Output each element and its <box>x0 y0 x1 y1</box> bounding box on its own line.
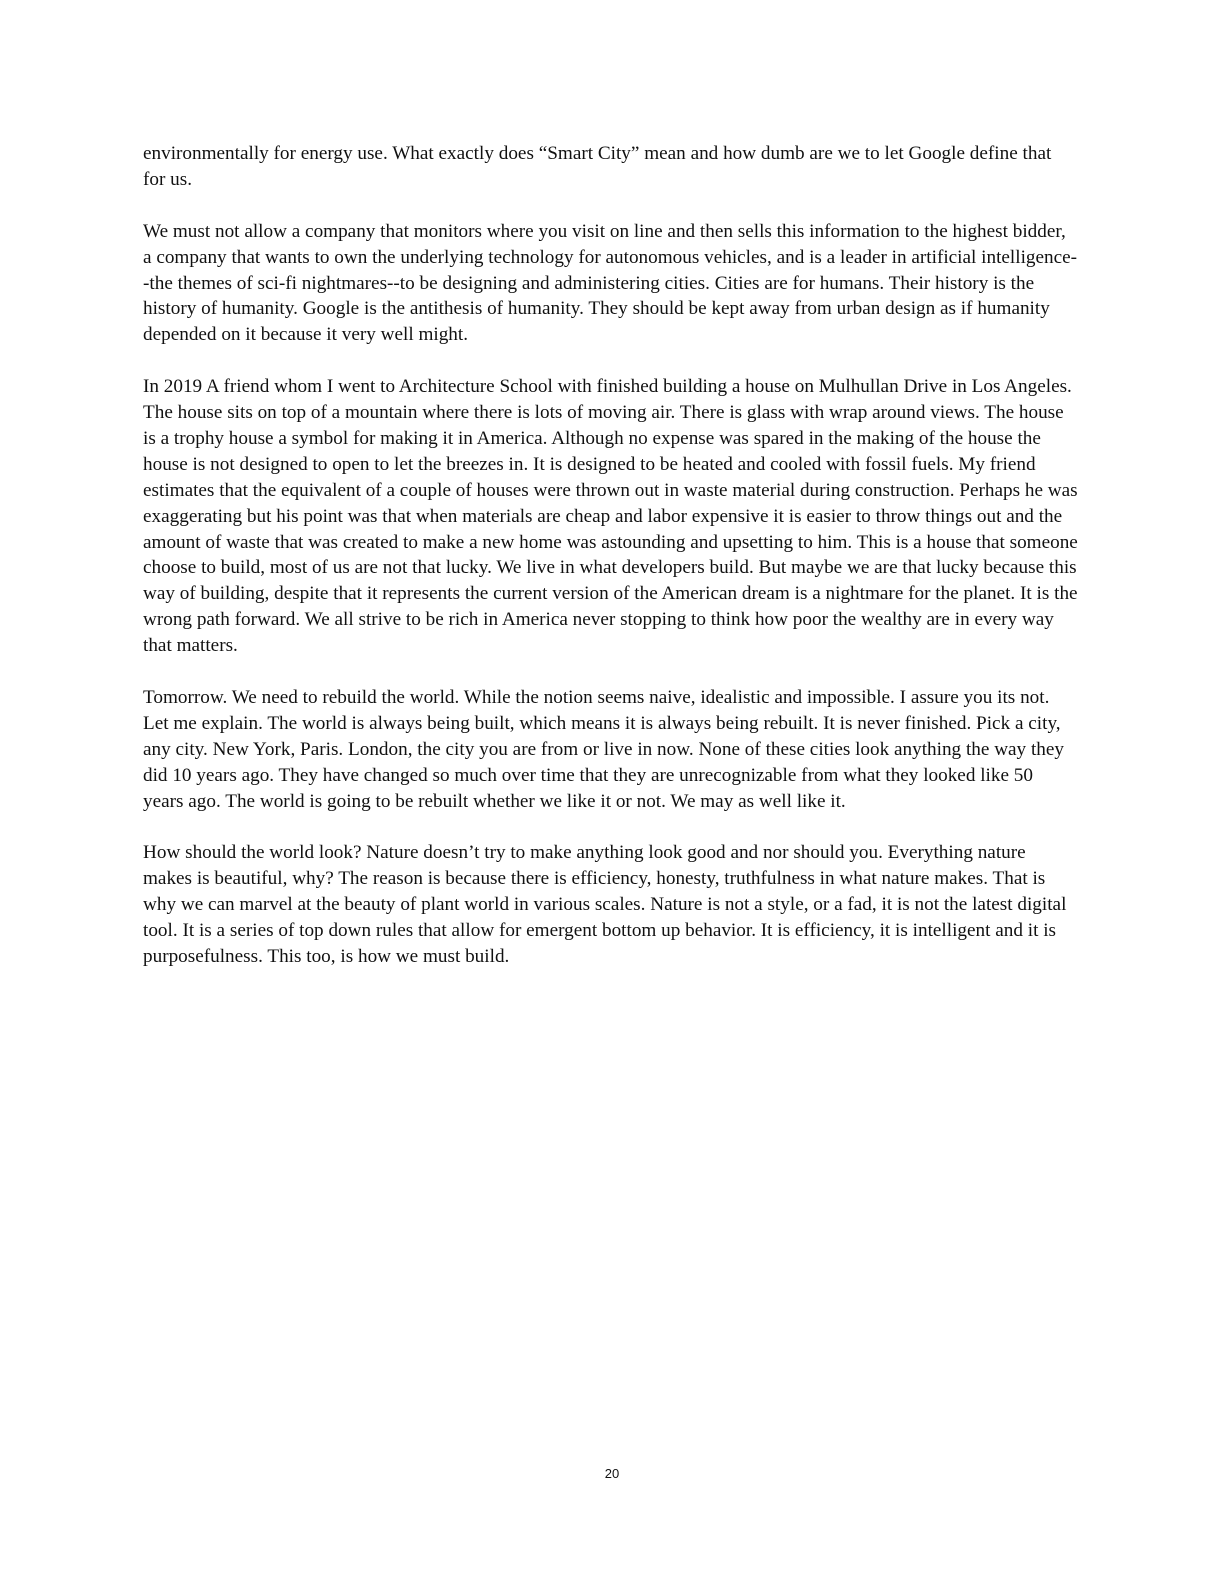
paragraph-mulhullan-house: In 2019 A friend whom I went to Architecture School with finished building a house on Mulhullan Drive in Los Angeles. The house sits on top of a mountain where there is lots of moving air. There is glass with wrap around views. The house is a trophy house a symbol for making it in America. Although no expense was spared in the making of the house the house is not designed to open to let the breezes in. It is designed to be heated and cooled with fossil fuels. My friend estimates that the equivalent of a couple of houses were thrown out in waste material during construction. Perhaps he was exaggerating but his point was that when materials are cheap and labor expensive it is easier to throw things out and the amount of waste that was created to make a new home was astounding and upsetting to him. This is a house that someone choose to build, most of us are not that lucky. We live in what developers build. But maybe we are that lucky because this way of building, despite that it represents the current version of the American dream is a nightmare for the planet. It is the wrong path forward. We all strive to be rich in America never stopping to think how poor the wealthy are in every way that matters. <box>143 376 1078 657</box>
body-text <box>143 141 1078 996</box>
page-number: 20 <box>604 1466 620 1481</box>
paragraph-smart-city: environmentally for energy use. What exactly does “Smart City” mean and how dumb are we to let Google define that for us. <box>143 143 1052 190</box>
paragraph-rebuild-world: Tomorrow. We need to rebuild the world. While the notion seems naive, idealistic and impossible. I assure you its not. Let me explain. The world is always being built, which means it is always being rebuilt. It is never finished. Pick a city, any city. New York, Paris. London, the city you are from or live in now. None of these cities look anything the way they did 10 years ago. They have changed so much over time that they are unrecognizable from what they looked like 50 years ago. The world is going to be rebuilt whether we like it or not. We may as well like it. <box>143 686 1064 812</box>
paragraph-nature: How should the world look? Nature doesn’t try to make anything look good and nor should you. Everything nature makes is beautiful, why? The reason is because there is efficiency, honesty, truthfulness in what nature makes. That is why we can marvel at the beauty of plant world in various scales. Nature is not a style, or a fad, it is not the latest digital tool. It is a series of top down rules that allow for emergent bottom up behavior. It is efficiency, it is intelligent and it is purposefulness. This too, is how we must build. <box>143 842 1067 968</box>
paragraph-google-cities: We must not allow a company that monitors where you visit on line and then sells this information to the highest bidder, a company that wants to own the underlying technology for autonomous vehicles, and is a leader in artificial intelligence--the themes of sci-fi nightmares--to be designing and administering cities. Cities are for humans. Their history is the history of humanity. Google is the antithesis of humanity. They should be kept away from urban design as if humanity depended on it because it very well might. <box>143 220 1078 346</box>
